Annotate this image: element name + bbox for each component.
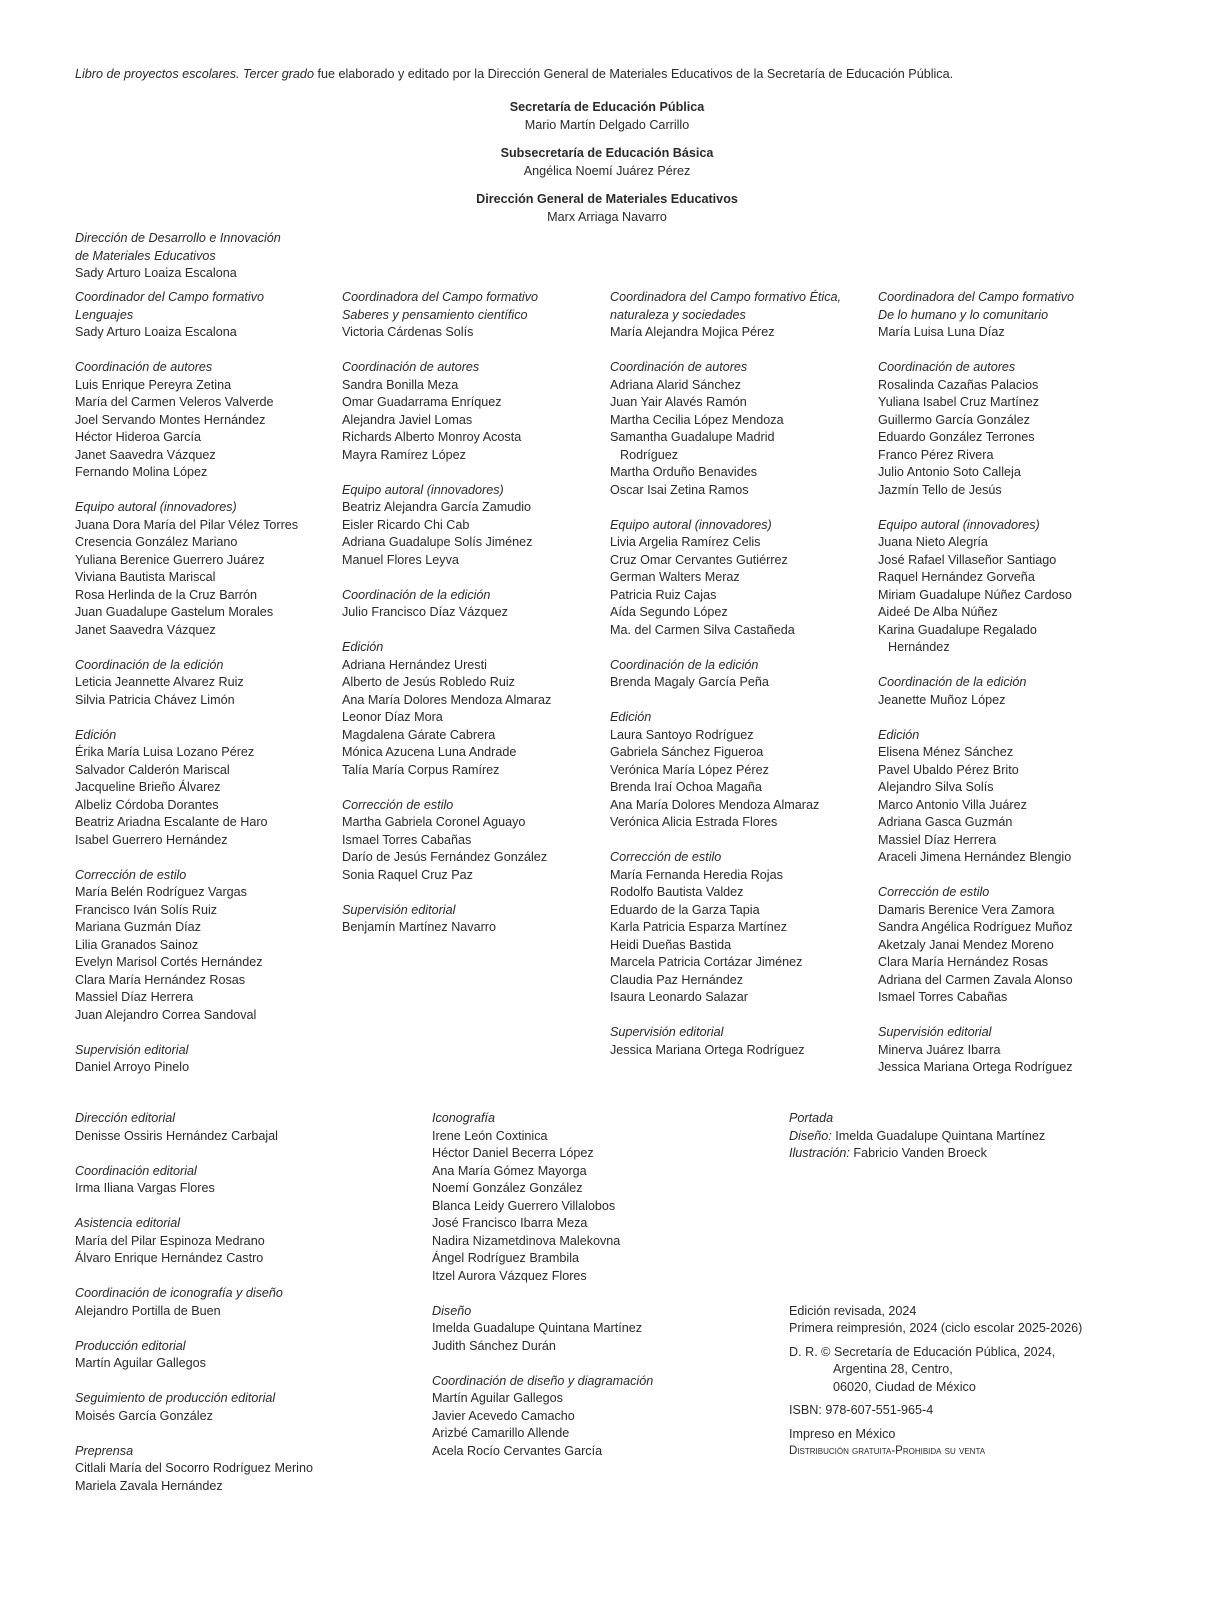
credit-name: Manuel Flores Leyva [342,552,459,567]
credit-name: Eduardo González Terrones [878,430,1035,444]
section-title: Lenguajes [75,307,134,322]
section-title: Coordinación de la edición [878,675,1027,689]
credit-name: Sandra Angélica Rodríguez Muñoz [878,920,1073,934]
credit-name: José Rafael Villaseñor Santiago [878,552,1057,567]
credit-name: Irma Iliana Vargas Flores [75,1181,215,1195]
ilustracion-label: Ilustración: [789,1146,850,1160]
credit-section [610,849,841,1007]
credit-name: María Belén Rodríguez Vargas [75,885,247,899]
section-title: Supervisión editorial [878,1025,992,1039]
credit-name: Benjamín Martínez Navarro [342,920,496,934]
credit-name: Araceli Jimena Hernández Blengio [878,850,1072,864]
credit-section [878,674,1074,709]
credit-name: María Fernanda Heredia Rojas [610,867,783,882]
credit-name: Gabriela Sánchez Figueroa [610,745,764,759]
credit-section [75,867,298,1025]
credit-name: Fabricio Vanden Broeck [849,1146,987,1160]
credit-section [75,1110,313,1145]
credit-section [75,1285,313,1320]
credit-name: Martín Aguilar Gallegos [75,1356,206,1370]
official-org: Dirección General de Materiales Educativos [476,192,738,206]
credit-name: Moisés García González [75,1408,213,1423]
credit-name: Minerva Juárez Ibarra [878,1042,1001,1057]
credit-name: Noemí González González [432,1181,583,1195]
section-title: De lo humano y lo comunitario [878,307,1049,322]
credit-name: Martha Cecilia López Mendoza [610,412,784,427]
section-title: Coordinadora del Campo formativo [878,290,1075,304]
credit-name: Albeliz Córdoba Dorantes [75,797,219,812]
credit-section [342,587,551,622]
credit-name: María del Pilar Espinoza Medrano [75,1233,265,1248]
credit-name: Salvador Calderón Mariscal [75,762,230,777]
credits-column-lenguajes [75,289,298,1094]
credit-name: Érika María Luisa Lozano Pérez [75,745,255,759]
credit-name: Massiel Díaz Herrera [878,832,997,847]
credit-name: Nadira Nizametdinova Malekovna [432,1233,621,1248]
reimpresion: Primera reimpresión, 2024 (ciclo escolar 2025-2026) [789,1321,1083,1335]
credit-name: Brenda Magaly García Peña [610,675,769,689]
section-title: Coordinación de diseño y diagramación [432,1373,654,1388]
credit-name: Alejandro Silva Solís [878,780,994,794]
section-title: Asistencia editorial [75,1216,180,1230]
credit-section [878,289,1074,342]
credit-name: Beatriz Alejandra García Zamudio [342,500,531,514]
credits-bottom-middle [432,1110,653,1478]
section-title: Dirección de Desarrollo e Innovación [75,231,281,245]
section-title: Dirección editorial [75,1111,176,1125]
credit-name: Omar Guadarrama Enríquez [342,395,502,409]
section-title: Equipo autoral (innovadores) [75,500,237,514]
credit-name: Marco Antonio Villa Juárez [878,797,1027,812]
credit-name: Franco Pérez Rivera [878,447,994,462]
credit-name: Silvia Patricia Chávez Limón [75,692,235,707]
credit-name: Rosalinda Cazañas Palacios [878,377,1039,392]
credit-name: Juana Nieto Alegría [878,535,988,549]
credit-name: Sandra Bonilla Meza [342,377,459,392]
section-title: Coordinación de autores [610,360,748,374]
credit-name: Oscar Isai Zetina Ramos [610,482,749,497]
credit-section [342,902,551,937]
section-title: Edición [75,727,117,742]
credits-column-humano [878,289,1074,1094]
credit-name: María Alejandra Mojica Pérez [610,325,775,339]
credit-name: Eduardo de la Garza Tapia [610,902,760,917]
official-name: Angélica Noemí Juárez Pérez [523,163,691,178]
credit-name: Viviana Bautista Mariscal [75,570,216,584]
credit-name: Luis Enrique Pereyra Zetina [75,377,232,392]
credit-name: Karina Guadalupe Regalado [878,622,1037,637]
credit-section [75,289,298,342]
credit-name: Juan Alejandro Correa Sandoval [75,1007,257,1022]
credit-name: María Luisa Luna Díaz [878,325,1005,339]
credit-name: Karla Patricia Esparza Martínez [610,920,788,934]
credit-name: Ma. del Carmen Silva Castañeda [610,622,795,637]
credit-name: Juan Yair Alavés Ramón [610,395,747,409]
credit-name: Elisena Ménez Sánchez [878,745,1014,759]
credit-name: Jeanette Muñoz López [878,692,1006,707]
credit-name: Ana María Dolores Mendoza Almaraz [342,692,552,707]
credit-name: Guillermo García González [878,412,1030,427]
credit-name: Sonia Raquel Cruz Paz [342,867,473,882]
credit-name: Héctor Hideroa García [75,430,201,444]
credit-name: Alejandra Javiel Lomas [342,412,473,427]
credit-name: Aída Segundo López [610,605,728,619]
section-title: Equipo autoral (innovadores) [342,482,504,497]
credit-name: Martín Aguilar Gallegos [432,1391,563,1405]
credit-name: Julio Francisco Díaz Vázquez [342,605,508,619]
credit-name: Alejandro Portilla de Buen [75,1303,221,1318]
distribucion-gratuita: Distribución gratuita-Prohibida su venta [789,1445,986,1457]
section-title: Preprensa [75,1443,134,1458]
credit-name: Imelda Guadalupe Quintana Martínez [831,1128,1046,1143]
impreso: Impreso en México [789,1426,896,1441]
credit-name: Adriana Alarid Sánchez [610,377,741,392]
section-title: Coordinación editorial [75,1163,197,1178]
credit-section [75,1163,313,1198]
credit-name: Julio Antonio Soto Calleja [878,465,1021,479]
derechos-reservados: D. R. © Secretaría de Educación Pública, 2024, [789,1344,1056,1359]
credit-name: Sady Arturo Loaiza Escalona [75,266,237,280]
credit-section [342,797,551,885]
credit-name: Brenda Iraí Ochoa Magaña [610,780,762,794]
credit-name: Claudia Paz Hernández [610,972,744,987]
credit-name: Samantha Guadalupe Madrid [610,430,775,444]
credit-name: Raquel Hernández Gorveña [878,570,1035,584]
credit-name: Jessica Mariana Ortega Rodríguez [878,1060,1073,1074]
credit-name: Janet Saavedra Vázquez [75,622,216,637]
credit-name: Verónica Alicia Estrada Flores [610,815,778,829]
credits-bottom-left [75,1110,313,1513]
section-title: Saberes y pensamiento científico [342,307,528,322]
address-line: Argentina 28, Centro, [833,1362,953,1376]
section-title: Corrección de estilo [75,867,187,882]
section-title: Coordinadora del Campo formativo Ética, [610,290,841,304]
credit-name: Eisler Ricardo Chi Cab [342,517,470,532]
section-title: Edición [610,710,652,724]
section-title: Iconografía [432,1111,496,1125]
credit-name: Clara María Hernández Rosas [878,955,1049,969]
credit-name: Juana Dora María del Pilar Vélez Torres [75,517,299,532]
credit-name: Yuliana Berenice Guerrero Juárez [75,552,265,567]
credits-column-etica [610,289,841,1077]
credit-section [75,657,298,710]
section-title: Coordinación de la edición [75,657,224,672]
address-line: 06020, Ciudad de México [833,1379,976,1394]
credit-name: Lilia Granados Sainoz [75,937,199,952]
credit-section [610,359,841,499]
credit-section [878,517,1074,657]
credit-name: Evelyn Marisol Cortés Hernández [75,955,263,969]
credit-name: Mariana Guzmán Díaz [75,920,201,934]
credit-section [432,1110,653,1285]
credit-name: Juan Guadalupe Gastelum Morales [75,605,274,619]
credit-name: Hernández [888,640,950,654]
credit-name: Jessica Mariana Ortega Rodríguez [610,1042,805,1057]
credit-section [342,359,551,464]
credit-name: Rodolfo Bautista Valdez [610,885,744,899]
section-title: Equipo autoral (innovadores) [878,517,1040,532]
credit-name: Mariela Zavala Hernández [75,1478,223,1493]
credits-bottom-right [789,1110,1082,1461]
credit-name: Janet Saavedra Vázquez [75,447,216,462]
section-title: Edición [878,727,920,742]
credit-name: Héctor Daniel Becerra López [432,1146,594,1160]
credit-section [610,709,841,832]
credit-name: Aketzaly Janai Mendez Moreno [878,937,1054,952]
credit-name: Damaris Berenice Vera Zamora [878,902,1055,917]
credit-name: Miriam Guadalupe Núñez Cardoso [878,587,1072,602]
credit-name: Ana María Dolores Mendoza Almaraz [610,797,820,812]
section-title: Coordinación de autores [878,360,1016,374]
credit-name: Richards Alberto Monroy Acosta [342,430,522,444]
section-title: Seguimiento de producción editorial [75,1391,276,1405]
official-name: Marx Arriaga Navarro [547,209,667,224]
credit-section [75,1215,313,1268]
section-title: Supervisión editorial [342,902,456,917]
officials-block [0,99,1214,226]
credit-name: Álvaro Enrique Hernández Castro [75,1251,264,1265]
credit-name: Rosa Herlinda de la Cruz Barrón [75,587,257,602]
official-org: Secretaría de Educación Pública [509,100,705,114]
isbn: ISBN: 978-607-551-965-4 [789,1403,934,1417]
credit-section [75,1338,313,1373]
credit-name: Yuliana Isabel Cruz Martínez [878,395,1040,409]
credit-section [610,289,841,342]
portada-ilustracion [789,1145,1082,1163]
credit-name: Citlali María del Socorro Rodríguez Merino [75,1461,313,1475]
credit-name: Mónica Azucena Luna Andrade [342,745,517,759]
credit-section [75,1042,298,1077]
credit-name: Talía María Corpus Ramírez [342,762,500,777]
section-title: Coordinador del Campo formativo [75,290,264,304]
credit-name: Marcela Patricia Cortázar Jiménez [610,955,803,969]
credit-name: Victoria Cárdenas Solís [342,325,474,339]
section-title: Portada [789,1111,834,1125]
credit-name: Leonor Díaz Mora [342,710,443,724]
credit-name: Adriana del Carmen Zavala Alonso [878,972,1073,987]
credit-section [878,1024,1074,1077]
credit-section [75,499,298,639]
credit-name: Heidi Dueñas Bastida [610,937,732,952]
credit-name: Darío de Jesús Fernández González [342,850,548,864]
credit-name: José Francisco Ibarra Meza [432,1216,588,1230]
credit-name: Clara María Hernández Rosas [75,972,246,987]
section-title: Supervisión editorial [75,1042,189,1057]
credit-name: Pavel Ubaldo Pérez Brito [878,762,1019,777]
section-title: Corrección de estilo [610,850,722,864]
credits-column-saberes [342,289,551,954]
section-title: Coordinación de iconografía y diseño [75,1286,283,1300]
credit-name: Aideé De Alba Núñez [878,605,998,619]
credit-name: Cresencia González Mariano [75,535,238,549]
credit-section [75,727,298,850]
section-title: Corrección de estilo [878,885,990,899]
credit-name: Massiel Díaz Herrera [75,990,194,1004]
credit-section [342,482,551,570]
credit-name: María del Carmen Veleros Valverde [75,395,274,409]
credit-name: Fernando Molina López [75,465,208,479]
credit-section [75,1443,313,1496]
credit-name: Ángel Rodríguez Brambila [432,1251,580,1265]
direccion-desarrollo-block [75,230,281,283]
credit-section [432,1303,653,1356]
credit-name: Ismael Torres Cabañas [878,990,1008,1004]
credit-section [878,884,1074,1007]
diseno-label: Diseño: [789,1128,832,1143]
edicion-revisada: Edición revisada, 2024 [789,1303,917,1318]
credit-name: Javier Acevedo Camacho [432,1408,575,1423]
credit-name: German Walters Meraz [610,570,740,584]
credit-name: Patricia Ruiz Cajas [610,587,717,602]
credit-section [878,727,1074,867]
credit-name: Leticia Jeannette Alvarez Ruiz [75,675,244,689]
portada-diseno [789,1128,1082,1146]
credit-name: Irene León Coxtinica [432,1128,548,1143]
credit-name: Isabel Guerrero Hernández [75,832,228,847]
credit-section [432,1373,653,1461]
credit-section [75,1390,313,1425]
credit-name: Adriana Guadalupe Solís Jiménez [342,535,533,549]
credit-name: Alberto de Jesús Robledo Ruiz [342,675,515,689]
credit-name: Joel Servando Montes Hernández [75,412,266,427]
credit-section [878,359,1074,499]
credit-name: Beatriz Ariadna Escalante de Haro [75,815,268,829]
section-title: de Materiales Educativos [75,248,216,263]
section-title: Coordinación de la edición [610,657,759,672]
credit-name: Ana María Gómez Mayorga [432,1163,587,1178]
credit-section [75,359,298,482]
credit-name: Blanca Leidy Guerrero Villalobos [432,1198,616,1213]
credit-name: Rodríguez [620,447,679,462]
section-title: Corrección de estilo [342,797,454,812]
section-title: Supervisión editorial [610,1025,724,1039]
credit-name: Livia Argelia Ramírez Celis [610,535,761,549]
credit-name: Arizbé Camarillo Allende [432,1426,570,1440]
official-org: Subsecretaría de Educación Básica [500,146,714,160]
credit-name: Isaura Leonardo Salazar [610,990,748,1004]
credit-name: Verónica María López Pérez [610,762,769,777]
section-title: Diseño [432,1303,472,1318]
credit-section [610,517,841,640]
credit-name: Denisse Ossiris Hernández Carbajal [75,1128,278,1143]
section-title: Coordinación de autores [75,360,213,374]
credit-name: Martha Orduño Benavides [610,465,758,479]
section-title: naturaleza y sociedades [610,307,746,322]
credit-name: Magdalena Gárate Cabrera [342,727,496,742]
credit-name: Jacqueline Brieño Álvarez [75,780,221,794]
intro-statement [75,66,953,84]
credit-section [342,639,551,779]
section-title: Coordinadora del Campo formativo [342,290,539,304]
credit-name: Adriana Gasca Guzmán [878,815,1013,829]
book-title: Libro de proyectos escolares. Tercer grado [75,67,314,81]
credit-name: Itzel Aurora Vázquez Flores [432,1268,587,1283]
intro-text: fue elaborado y editado por la Dirección General de Materiales Educativos de la Secretaría de Educación Pública. [313,67,954,81]
credit-name: Mayra Ramírez López [342,447,466,462]
credit-section [610,657,841,692]
credit-name: Adriana Hernández Uresti [342,657,487,672]
official-name: Mario Martín Delgado Carrillo [524,117,690,132]
credit-name: Laura Santoyo Rodríguez [610,727,754,742]
section-title: Edición [342,640,384,654]
credit-section [342,289,551,342]
credit-name: Cruz Omar Cervantes Gutiérrez [610,552,788,567]
section-title: Producción editorial [75,1338,186,1353]
section-title: Coordinación de autores [342,360,480,374]
credit-name: Ismael Torres Cabañas [342,832,472,847]
credit-section [610,1024,841,1059]
credit-name: Imelda Guadalupe Quintana Martínez [432,1321,643,1335]
section-title: Coordinación de la edición [342,587,491,602]
credit-name: Judith Sánchez Durán [432,1338,556,1353]
credit-name: Jazmín Tello de Jesús [878,482,1002,497]
credit-name: Francisco Iván Solís Ruiz [75,902,218,917]
credit-name: Sady Arturo Loaiza Escalona [75,325,237,339]
credit-name: Acela Rocío Cervantes García [432,1443,603,1458]
section-title: Equipo autoral (innovadores) [610,517,772,532]
credit-name: Daniel Arroyo Pinelo [75,1060,190,1074]
credit-name: Martha Gabriela Coronel Aguayo [342,815,526,829]
